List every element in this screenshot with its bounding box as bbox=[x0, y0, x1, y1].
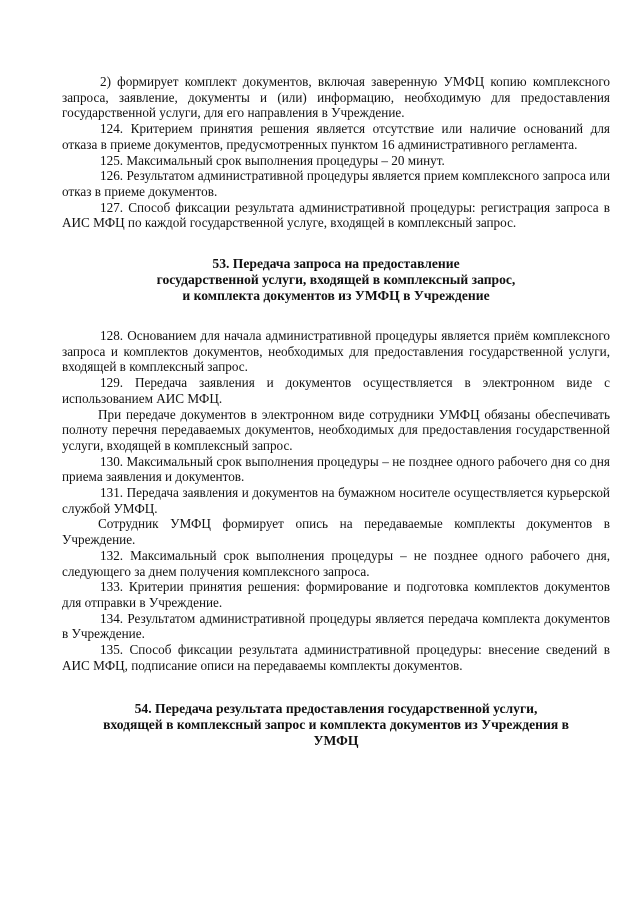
paragraph-130: 130. Максимальный срок выполнения процедуры – не позднее одного рабочего дня со дня приема заявления и документов. bbox=[62, 453, 610, 485]
section-heading-53-line3: и комплекта документов из УМФЦ в Учреждение bbox=[182, 288, 490, 304]
document-page bbox=[62, 74, 610, 749]
paragraph-131: 131. Передача заявления и документов на бумажном носителе осуществляется курьерской службой УМФЦ. bbox=[62, 485, 610, 516]
paragraph-item-2: 2) формирует комплект документов, включая заверенную УМФЦ копию комплексного запроса, заявление, документы и (или) информацию, необходимую для предоставления государственной услуги, для его направления в Учреждение. bbox=[62, 74, 610, 121]
paragraph-electronic-transfer: При передаче документов в электронном виде сотрудники УМФЦ обязаны обеспечивать полноту перечня передаваемых документов, необходимых для предоставления государственной услуги, входящей в комплексный запрос. bbox=[62, 406, 610, 453]
paragraph-135: 135. Способ фиксации результата административной процедуры: внесение сведений в АИС МФЦ, подписание описи на передаваемы комплекты документов. bbox=[62, 642, 610, 673]
paragraph-132: 132. Максимальный срок выполнения процедуры – не позднее одного рабочего дня, следующего за днем получения комплексного запроса. bbox=[62, 547, 610, 579]
paragraph-134: 134. Результатом административной процедуры является передача комплекта документов в Учреждение. bbox=[62, 610, 610, 642]
paragraph-126: 126. Результатом административной процедуры является прием комплексного запроса или отказ в приеме документов. bbox=[62, 168, 610, 199]
paragraph-129: 129. Передача заявления и документов осуществляется в электронном виде с использованием АИС МФЦ. bbox=[62, 375, 610, 406]
paragraph-125: 125. Максимальный срок выполнения процедуры – 20 минут. bbox=[100, 152, 445, 168]
paragraph-inventory: Сотрудник УМФЦ формирует опись на передаваемые комплекты документов в Учреждение. bbox=[62, 516, 610, 548]
paragraph-127: 127. Способ фиксации результата административной процедуры: регистрация запроса в АИС МФЦ по каждой государственной услуге, входящей в комплексный запрос. bbox=[62, 199, 610, 231]
section-heading-53 bbox=[62, 256, 610, 304]
paragraph-124: 124. Критерием принятия решения является отсутствие или наличие оснований для отказа в приеме документов, предусмотренных пунктом 16 административного регламента. bbox=[62, 121, 610, 152]
section-heading-53-line2: государственной услуги, входящей в комплексный запрос, bbox=[156, 272, 516, 288]
section-heading-54-line1: 54. Передача результата предоставления государственной услуги, bbox=[134, 700, 538, 716]
section-heading-54-line3: УМФЦ bbox=[313, 732, 359, 748]
paragraph-133: 133. Критерии принятия решения: формирование и подготовка комплектов документов для отправки в Учреждение. bbox=[62, 579, 610, 610]
section-heading-53-line1: 53. Передача запроса на предоставление bbox=[212, 256, 460, 272]
section-heading-54 bbox=[62, 701, 610, 749]
paragraph-128: 128. Основанием для начала административной процедуры является приём комплексного запроса и комплектов документов, необходимых для предоставления государственной услуги, входящей в комплексный запрос. bbox=[62, 328, 610, 375]
section-heading-54-line2: входящей в комплексный запрос и комплекта документов из Учреждения в bbox=[103, 716, 569, 732]
